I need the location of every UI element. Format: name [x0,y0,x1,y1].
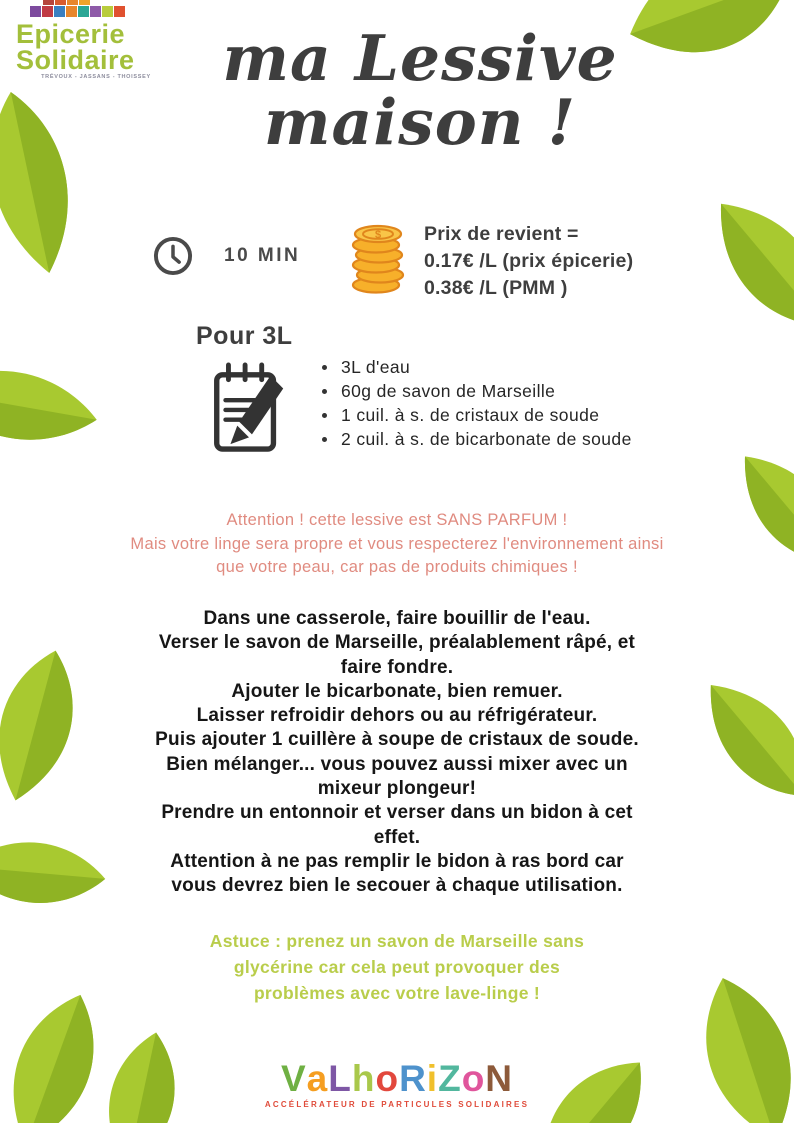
servings-heading: Pour 3L [196,322,293,350]
logo-square [54,6,65,17]
valhorizon-letter: i [426,1058,439,1099]
ingredient-item: 3L d'eau [313,355,632,379]
leaf-decoration-left-1 [0,80,108,286]
logo-square [66,6,77,17]
warning-text [0,509,794,580]
ingredient-item: 1 cuil. à s. de cristaux de soude [313,403,632,427]
instructions [97,607,697,899]
instruction-line: vous devrez bien le secouer à chaque utilisation. [171,875,623,897]
instruction-line: Prendre un entonnoir et verser dans un bidon à cet [161,802,633,824]
leaf-decoration-left-2 [0,336,106,474]
tip-text [0,928,794,1006]
price-info [424,221,633,302]
warning-line: Mais votre linge sera propre et vous respecterez l'environnement ainsi [130,534,664,553]
instruction-line: Verser le savon de Marseille, préalablement râpé, et [158,632,636,654]
valhorizon-letter: h [351,1058,376,1099]
ingredients-list [313,355,632,451]
instruction-line: Attention à ne pas remplir le bidon à ras bord car [170,850,624,872]
valhorizon-wordmark [0,1060,794,1097]
price-line: 0.38€ /L (PMM ) [424,276,568,299]
leaf-decoration-left-4 [0,816,110,928]
footer-tagline: ACCÉLÉRATEUR DE PARTICULES SOLIDAIRES [264,1100,530,1109]
logo-square [30,6,41,17]
brand-name-line2: Solidaire [16,44,135,75]
logo-square [90,6,101,17]
valhorizon-letter: V [280,1058,307,1099]
logo-square [67,0,78,5]
logo-mark [30,0,125,18]
valhorizon-letter: L [328,1058,352,1099]
svg-text:$: $ [374,229,382,241]
instruction-line: effet. [373,826,421,848]
warning-line: Attention ! cette lessive est SANS PARFUM ! [226,511,568,529]
tip-line: glycérine car cela peut provoquer des [233,957,561,977]
ingredient-item: 2 cuil. à s. de bicarbonate de soude [313,427,632,451]
warning-line: que votre peau, car pas de produits chimiques ! [216,558,578,576]
valhorizon-letter: R [399,1058,427,1099]
price-line: 0.17€ /L (prix épicerie) [424,249,634,272]
logo-square [114,6,125,17]
price-line: Prix de revient = [424,223,579,245]
logo-square [55,0,66,5]
tip-line: Astuce : prenez un savon de Marseille sans [209,931,585,951]
instruction-line: Laisser refroidir dehors ou au réfrigérateur. [196,705,598,727]
instruction-line: Puis ajouter 1 cuillère à soupe de cristaux de soude. [155,729,639,751]
page-title-line2: maison ! [263,85,577,160]
instruction-line: mixeur plongeur! [317,778,477,800]
logo-square [42,6,53,17]
leaf-decoration-left-3 [0,636,111,815]
page-title [140,21,700,160]
footer-logo [0,1060,794,1109]
ingredient-item: 60g de savon de Marseille [313,379,632,403]
logo-square [78,6,89,17]
page-title-line1: ma Lessive [222,21,618,95]
valhorizon-letter: o [375,1058,400,1099]
instruction-line: Ajouter le bicarbonate, bien remuer. [231,680,563,702]
brand-name-line1: Epicerie [16,19,126,49]
brand-name [16,19,135,75]
instruction-line: Bien mélanger... vous pouvez aussi mixer avec un [166,753,628,775]
valhorizon-letter: Z [438,1058,462,1099]
clock-icon [152,235,194,277]
logo-square [102,6,113,17]
logo-square [43,0,54,5]
tip-line: problèmes avec votre lave-linge ! [253,983,541,1003]
valhorizon-letter: N [485,1058,514,1099]
instruction-line: faire fondre. [340,656,454,678]
notepad-icon [205,358,293,458]
valhorizon-letter: o [461,1058,486,1099]
brand-tagline: TRÉVOUX - JASSANS - THOISSEY [41,74,151,80]
coins-icon [347,219,409,295]
valhorizon-letter: a [306,1058,329,1099]
leaf-decoration-right-1 [677,167,794,363]
prep-time-label: 10 MIN [224,245,301,266]
instruction-line: Dans une casserole, faire bouillir de l'eau. [203,608,591,629]
logo-square [79,0,90,5]
